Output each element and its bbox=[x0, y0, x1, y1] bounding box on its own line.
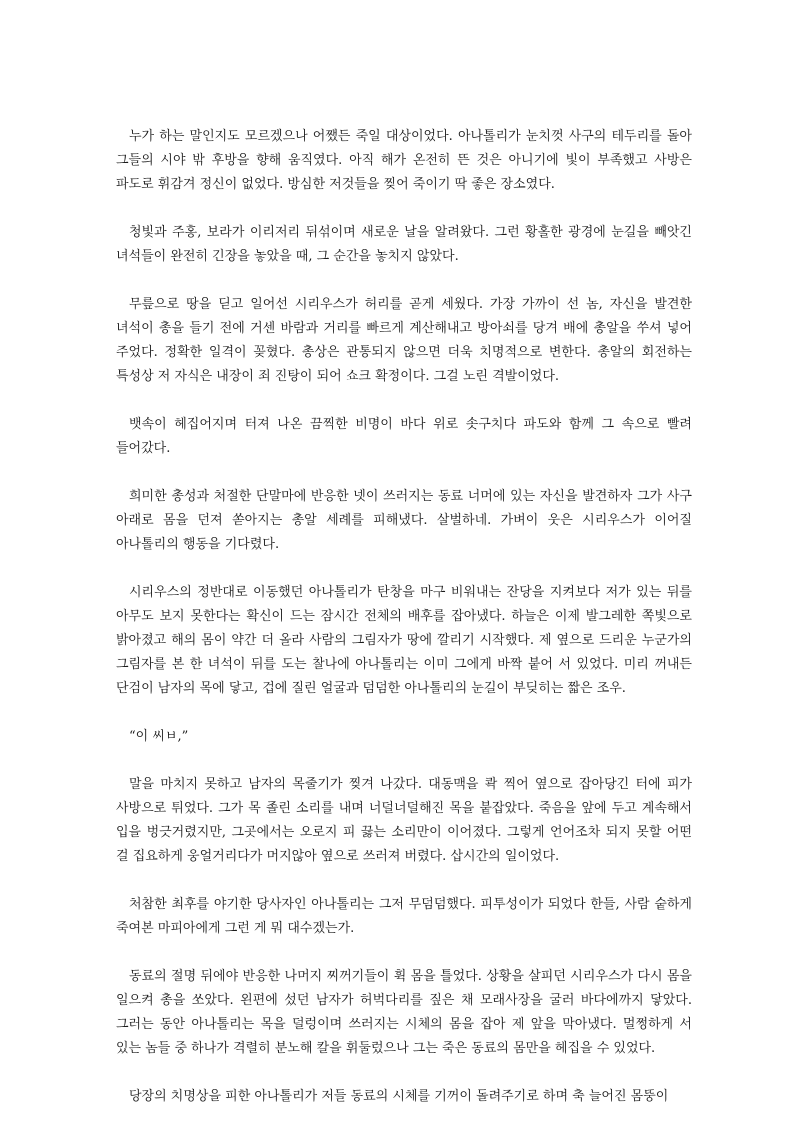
paragraph: 당장의 치명상을 피한 아나톨리가 저들 동료의 시체를 기꺼이 돌려주기로 하며 축 늘어진 몸뚱이 bbox=[129, 1089, 669, 1104]
paragraph: 동료의 절명 뒤에야 반응한 나머지 찌꺼기들이 휙 몸을 틀었다. 상황을 살피던 시리우스가 다시 몸을 일으켜 총을 쏘았다. 왼편에 섰던 남자가 허벅다리를 짚은 채 모래사장을 굴러 바다에까지 닿았다. 그러는 동안 아나톨리는 목을 덜렁이며 쓰러지는 시체의 몸을 잡아 제 앞을 막아냈다. 멀쩡하게 서 있는 놈들 중 하나가 격렬히 분노해 칼을 휘둘렀으나 그는 죽은 동료의 몸만을 헤집을 수 있었다. bbox=[116, 969, 692, 1056]
paragraph: 말을 마치지 못하고 남자의 목줄기가 찢겨 나갔다. 대동맥을 콱 찍어 옆으로 잡아당긴 터에 피가 사방으로 튀었다. 그가 목 졸린 소리를 내며 너덜너덜해진 목을 붙잡았다. 죽음을 앞에 두고 계속해서 입을 벙긋거렸지만, 그곳에서는 오로지 피 끓는 소리만이 이어졌다. 그렇게 언어조차 되지 못할 어떤 걸 집요하게 웅얼거리다가 머지않아 옆으로 쓰러져 버렸다. 삽시간의 일이었다. bbox=[116, 777, 692, 864]
dialogue-line: “이 씨ㅂ,” bbox=[129, 729, 189, 744]
paragraph: 뱃속이 헤집어지며 터져 나온 끔찍한 비명이 바다 위로 솟구치다 파도와 함께 그 속으로 빨려 들어갔다. bbox=[116, 417, 692, 456]
body-text bbox=[116, 125, 692, 1109]
paragraph: 청빛과 주홍, 보라가 이리저리 뒤섞이며 새로운 날을 알려왔다. 그런 황홀한 광경에 눈길을 빼앗긴 녀석들이 완전히 긴장을 놓았을 때, 그 순간을 놓치지 않았다. bbox=[116, 225, 692, 264]
paragraph: 무릎으로 땅을 딛고 일어선 시리우스가 허리를 곧게 세웠다. 가장 가까이 선 놈, 자신을 발견한 녀석이 총을 들기 전에 거센 바람과 거리를 빠르게 계산해내고 방아쇠를 당겨 배에 총알을 쑤셔 넣어 주었다. 정확한 일격이 꽂혔다. 총상은 관통되지 않으면 더욱 치명적으로 변한다. 총알의 회전하는 특성상 저 자식은 내장이 죄 진탕이 되어 쇼크 확정이다. 그걸 노린 격발이었다. bbox=[116, 297, 692, 384]
paragraph: 시리우스의 정반대로 이동했던 아나톨리가 탄창을 마구 비워내는 잔당을 지켜보다 저가 있는 뒤를 아무도 보지 못한다는 확신이 드는 잠시간 전체의 배후를 잡아냈다. 하늘은 이제 발그레한 쪽빛으로 밝아졌고 해의 몸이 약간 더 올라 사람의 그림자가 땅에 깔리기 시작했다. 제 옆으로 드리운 누군가의 그림자를 본 한 녀석이 뒤를 도는 찰나에 아나톨리는 이미 그에게 바짝 붙어 서 있었다. 미리 꺼내든 단검이 남자의 목에 닿고, 겁에 질린 얼굴과 덤덤한 아나톨리의 눈길이 부딪히는 짧은 조우. bbox=[116, 585, 692, 696]
paragraph: 누가 하는 말인지도 모르겠으나 어쨌든 죽일 대상이었다. 아나톨리가 눈치껏 사구의 테두리를 돌아 그들의 시야 밖 후방을 향해 움직였다. 아직 해가 온전히 뜬 것은 아니기에 빛이 부족했고 사방은 파도로 휘감겨 정신이 없었다. 방심한 저것들을 찢어 죽이기 딱 좋은 장소였다. bbox=[116, 129, 692, 192]
paragraph: 처참한 최후를 야기한 당사자인 아나톨리는 그저 무덤덤했다. 피투성이가 되었다 한들, 사람 숱하게 죽여본 마피아에게 그런 게 뭐 대수겠는가. bbox=[116, 897, 692, 936]
paragraph: 희미한 총성과 처절한 단말마에 반응한 넷이 쓰러지는 동료 너머에 있는 자신을 발견하자 그가 사구 아래로 몸을 던져 쏟아지는 총알 세례를 피해냈다. 살벌하네. 가벼이 웃은 시리우스가 이어질 아나톨리의 행동을 기다렸다. bbox=[116, 489, 692, 552]
